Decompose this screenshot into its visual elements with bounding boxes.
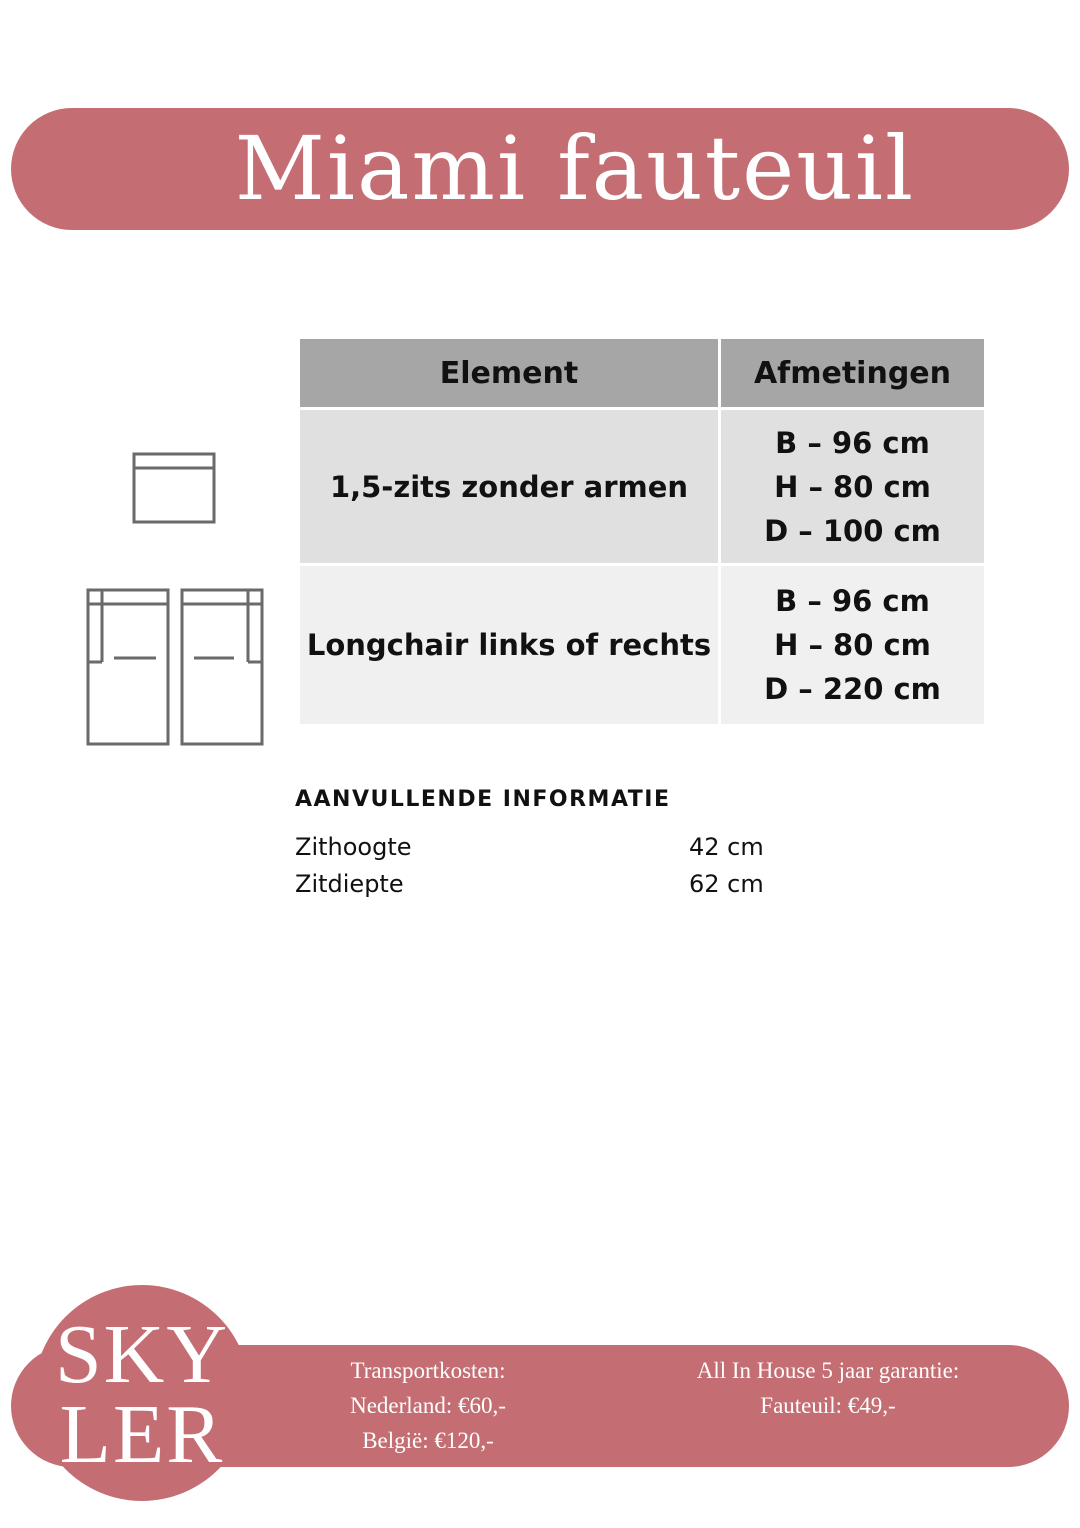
- dimensions-table: [297, 336, 987, 727]
- table-row: [300, 566, 984, 724]
- additional-info-heading: AANVULLENDE INFORMATIE: [295, 787, 671, 812]
- transport-costs: [298, 1353, 558, 1458]
- page-title: Miami fauteuil: [234, 117, 916, 220]
- transport-heading: Transportkosten:: [350, 1358, 506, 1383]
- info-value: 62 cm: [689, 870, 764, 898]
- dimension-height: H – 80 cm: [774, 628, 931, 662]
- element-name: Longchair links of rechts: [300, 566, 718, 724]
- table-header-row: [300, 339, 984, 407]
- info-label: Zithoogte: [295, 833, 412, 861]
- column-header-dimensions: Afmetingen: [721, 339, 984, 407]
- guarantee-heading: All In House 5 jaar garantie:: [696, 1358, 960, 1383]
- dimension-depth: D – 220 cm: [764, 672, 941, 706]
- longchair-icon: [84, 586, 266, 748]
- element-dimensions: [721, 566, 984, 724]
- skyler-logo: [34, 1285, 250, 1501]
- info-label: Zitdiepte: [295, 870, 404, 898]
- dimension-width: B – 96 cm: [775, 584, 930, 618]
- sofa-1-5-seat-icon: [128, 448, 220, 528]
- logo-text-line: LER: [59, 1388, 225, 1481]
- dimension-width: B – 96 cm: [775, 425, 930, 460]
- info-value: 42 cm: [689, 833, 764, 861]
- transport-belgium: België: €120,-: [362, 1428, 494, 1453]
- guarantee-info: [668, 1353, 988, 1423]
- table-row: [300, 410, 984, 563]
- transport-netherlands: Nederland: €60,-: [350, 1393, 506, 1418]
- title-banner: [11, 108, 1069, 230]
- element-dimensions: [721, 410, 984, 563]
- dimension-height: H – 80 cm: [774, 469, 931, 504]
- element-name: 1,5-zits zonder armen: [300, 410, 718, 563]
- guarantee-price: Fauteuil: €49,-: [760, 1393, 896, 1418]
- column-header-element: Element: [300, 339, 718, 407]
- logo-text-line: SKY: [54, 1308, 230, 1401]
- dimension-depth: D – 100 cm: [764, 513, 941, 548]
